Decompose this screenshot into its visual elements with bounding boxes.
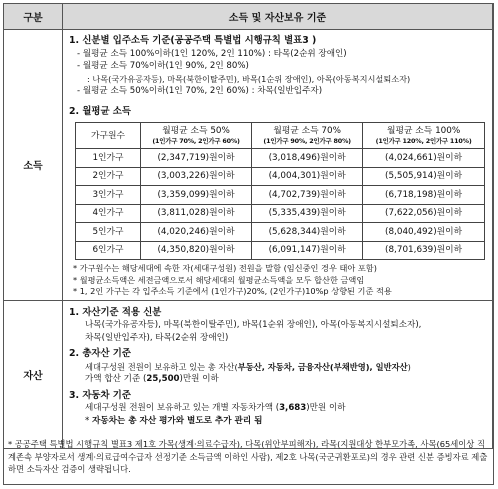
- asset-text: ): [407, 361, 411, 372]
- row-label: 6인가구: [76, 241, 141, 260]
- income-category: 소득: [4, 30, 63, 301]
- table-row: [76, 204, 485, 223]
- asset-section2-title: 2. 총자산 기준: [69, 348, 131, 359]
- value-50: (4,350,820)원이하: [141, 241, 252, 260]
- income-note: * 월평균소득액은 세전금액으로서 해당세대의 월평균소득액을 모두 합산한 금액임: [73, 274, 365, 285]
- income-line: - 월평균 소득 50%이하(1인 70%, 2인 60%) : 차목(일반입주자): [77, 86, 323, 96]
- vehicle-limit: 3,683: [279, 403, 307, 413]
- income-section2-title: 2. 월평균 소득: [69, 105, 131, 117]
- income-row: [4, 30, 493, 301]
- value-100: (4,024,661)원이하: [363, 149, 485, 168]
- income-line: : 나목(국가유공자등), 마목(북한이탈주민), 바목(1순위 장애인), 아목(아동복지시설퇴소자): [87, 73, 411, 84]
- value-50: (3,003,226)원이하: [141, 167, 252, 186]
- col-household-size: 가구원수: [76, 123, 141, 149]
- asset-section3-title: 3. 자동차 기준: [69, 389, 131, 401]
- footnote: * 공공주택 특별법 시행규칙 별표3 제1호 가목(생계·의료수급자), 다목(위안부피해자), 라목(지원대상 한부모가족, 사목(65세이상 직계존속 부양자로서 생계·의료급여수급자 선정기준 소득금액 이하인 사람), 제2호 나목(국군귀환포로)의 경우 관련 신분 증빙자료 제출하면 소득자산 검증이 생략됩니다.: [8, 439, 488, 474]
- income-table: [75, 122, 485, 260]
- value-100: (5,505,914)원이하: [363, 167, 485, 186]
- col-70: [252, 123, 363, 149]
- header-title: 소득 및 자산보유 기준: [63, 4, 493, 30]
- row-label: 1인가구: [76, 149, 141, 168]
- income-notes: [69, 263, 486, 298]
- value-100: (6,718,198)원이하: [363, 186, 485, 205]
- row-label: 2인가구: [76, 167, 141, 186]
- table-row: [76, 186, 485, 205]
- header-category: 구분: [4, 4, 63, 30]
- asset-section1-body: [69, 319, 486, 344]
- row-label: 3인가구: [76, 186, 141, 205]
- value-70: (6,091,147)원이하: [252, 241, 363, 260]
- income-table-header: [76, 123, 485, 149]
- header-row: [4, 4, 493, 30]
- income-line: - 월평균 소득 70%이하(1인 90%, 2인 80%): [77, 61, 249, 71]
- asset-line: [85, 361, 486, 374]
- criteria-table: [3, 3, 493, 449]
- col-100: [363, 123, 485, 149]
- asset-row: [4, 300, 493, 448]
- asset-section1-title: 1. 자산기준 적용 신분: [69, 306, 162, 318]
- table-row: [76, 149, 485, 168]
- income-note: * 1, 2인 가구는 각 입주소득 기준에서 (1인가구)20%, (2인가구)10%p 상향된 기준 적용: [73, 286, 392, 296]
- value-70: (3,018,496)원이하: [252, 149, 363, 168]
- value-70: (4,004,301)원이하: [252, 167, 363, 186]
- income-line: - 월평균 소득 100%이하(1인 120%, 2인 110%) : 타목(2순위 장애인): [77, 48, 347, 59]
- asset-section2-body: [69, 361, 486, 386]
- value-70: (5,628,344)원이하: [252, 223, 363, 242]
- col-50-main: 월평균 소득 50%: [162, 125, 230, 136]
- asset-text: )만원 이하: [306, 403, 346, 413]
- asset-line: [85, 373, 486, 386]
- value-70: (5,335,439)원이하: [252, 204, 363, 223]
- table-row: [76, 223, 485, 242]
- asset-section3-body: [69, 402, 486, 427]
- table-row: [76, 167, 485, 186]
- asset-text: 세대구성원 전원이 보유하고 있는 총 자산(: [85, 361, 238, 372]
- asset-text: 자동차는 총 자산 평가와 별도로: [92, 415, 215, 426]
- value-50: (3,359,099)원이하: [141, 186, 252, 205]
- income-content: [63, 30, 493, 301]
- asset-types: 부동산, 자동차, 금융자산(부채반영), 일반자산: [237, 361, 408, 372]
- col-50: [141, 123, 252, 149]
- value-50: (3,811,028)원이하: [141, 204, 252, 223]
- value-100: (8,701,639)원이하: [363, 241, 485, 260]
- value-100: (8,040,492)원이하: [363, 223, 485, 242]
- row-label: 5인가구: [76, 223, 141, 242]
- asset-line: 나목(국가유공자등), 마목(북한이탈주민), 바목(1순위 장애인), 아목(아동복지시설퇴소자),: [85, 320, 422, 330]
- value-100: (7,622,056)원이하: [363, 204, 485, 223]
- col-50-sub: (1인가구 70%, 2인가구 60%): [152, 136, 240, 145]
- col-100-main: 월평균 소득 100%: [386, 125, 461, 136]
- value-70: (4,702,739)원이하: [252, 186, 363, 205]
- col-70-sub: (1인가구 90%, 2인가구 80%): [263, 136, 351, 145]
- income-note: * 가구원수는 해당세대에 속한 자(세대구성원) 전원을 말함 (임신중인 경우 태아 포함): [73, 263, 377, 273]
- asset-line: [85, 415, 486, 428]
- col-70-main: 월평균 소득 70%: [273, 125, 341, 136]
- asset-text: 가액 합산 기준 (: [85, 374, 147, 384]
- col-100-sub: (1인가구 120%, 2인가구 110%): [375, 136, 472, 145]
- income-section1-title: 1. 신분별 입주소득 기준(공공주택 특별법 시행규칙 별표3 ): [69, 35, 317, 46]
- total-asset-limit: 25,500: [146, 374, 180, 384]
- asset-text: 세대구성원 전원이 보유하고 있는 개별 자동차가액 (: [85, 403, 280, 413]
- value-50: (4,020,246)원이하: [141, 223, 252, 242]
- asset-line: 차목(일반입주자), 타목(2순위 장애인): [85, 332, 229, 343]
- asset-text: 추가 관리 됨: [214, 415, 263, 426]
- asset-line: [85, 402, 486, 415]
- asset-text: *: [85, 415, 93, 426]
- table-row: [76, 241, 485, 260]
- asset-text: )만원 이하: [179, 374, 219, 384]
- asset-category: 자산: [4, 300, 63, 448]
- value-50: (2,347,719)원이하: [141, 149, 252, 168]
- asset-content: [63, 300, 493, 448]
- row-label: 4인가구: [76, 204, 141, 223]
